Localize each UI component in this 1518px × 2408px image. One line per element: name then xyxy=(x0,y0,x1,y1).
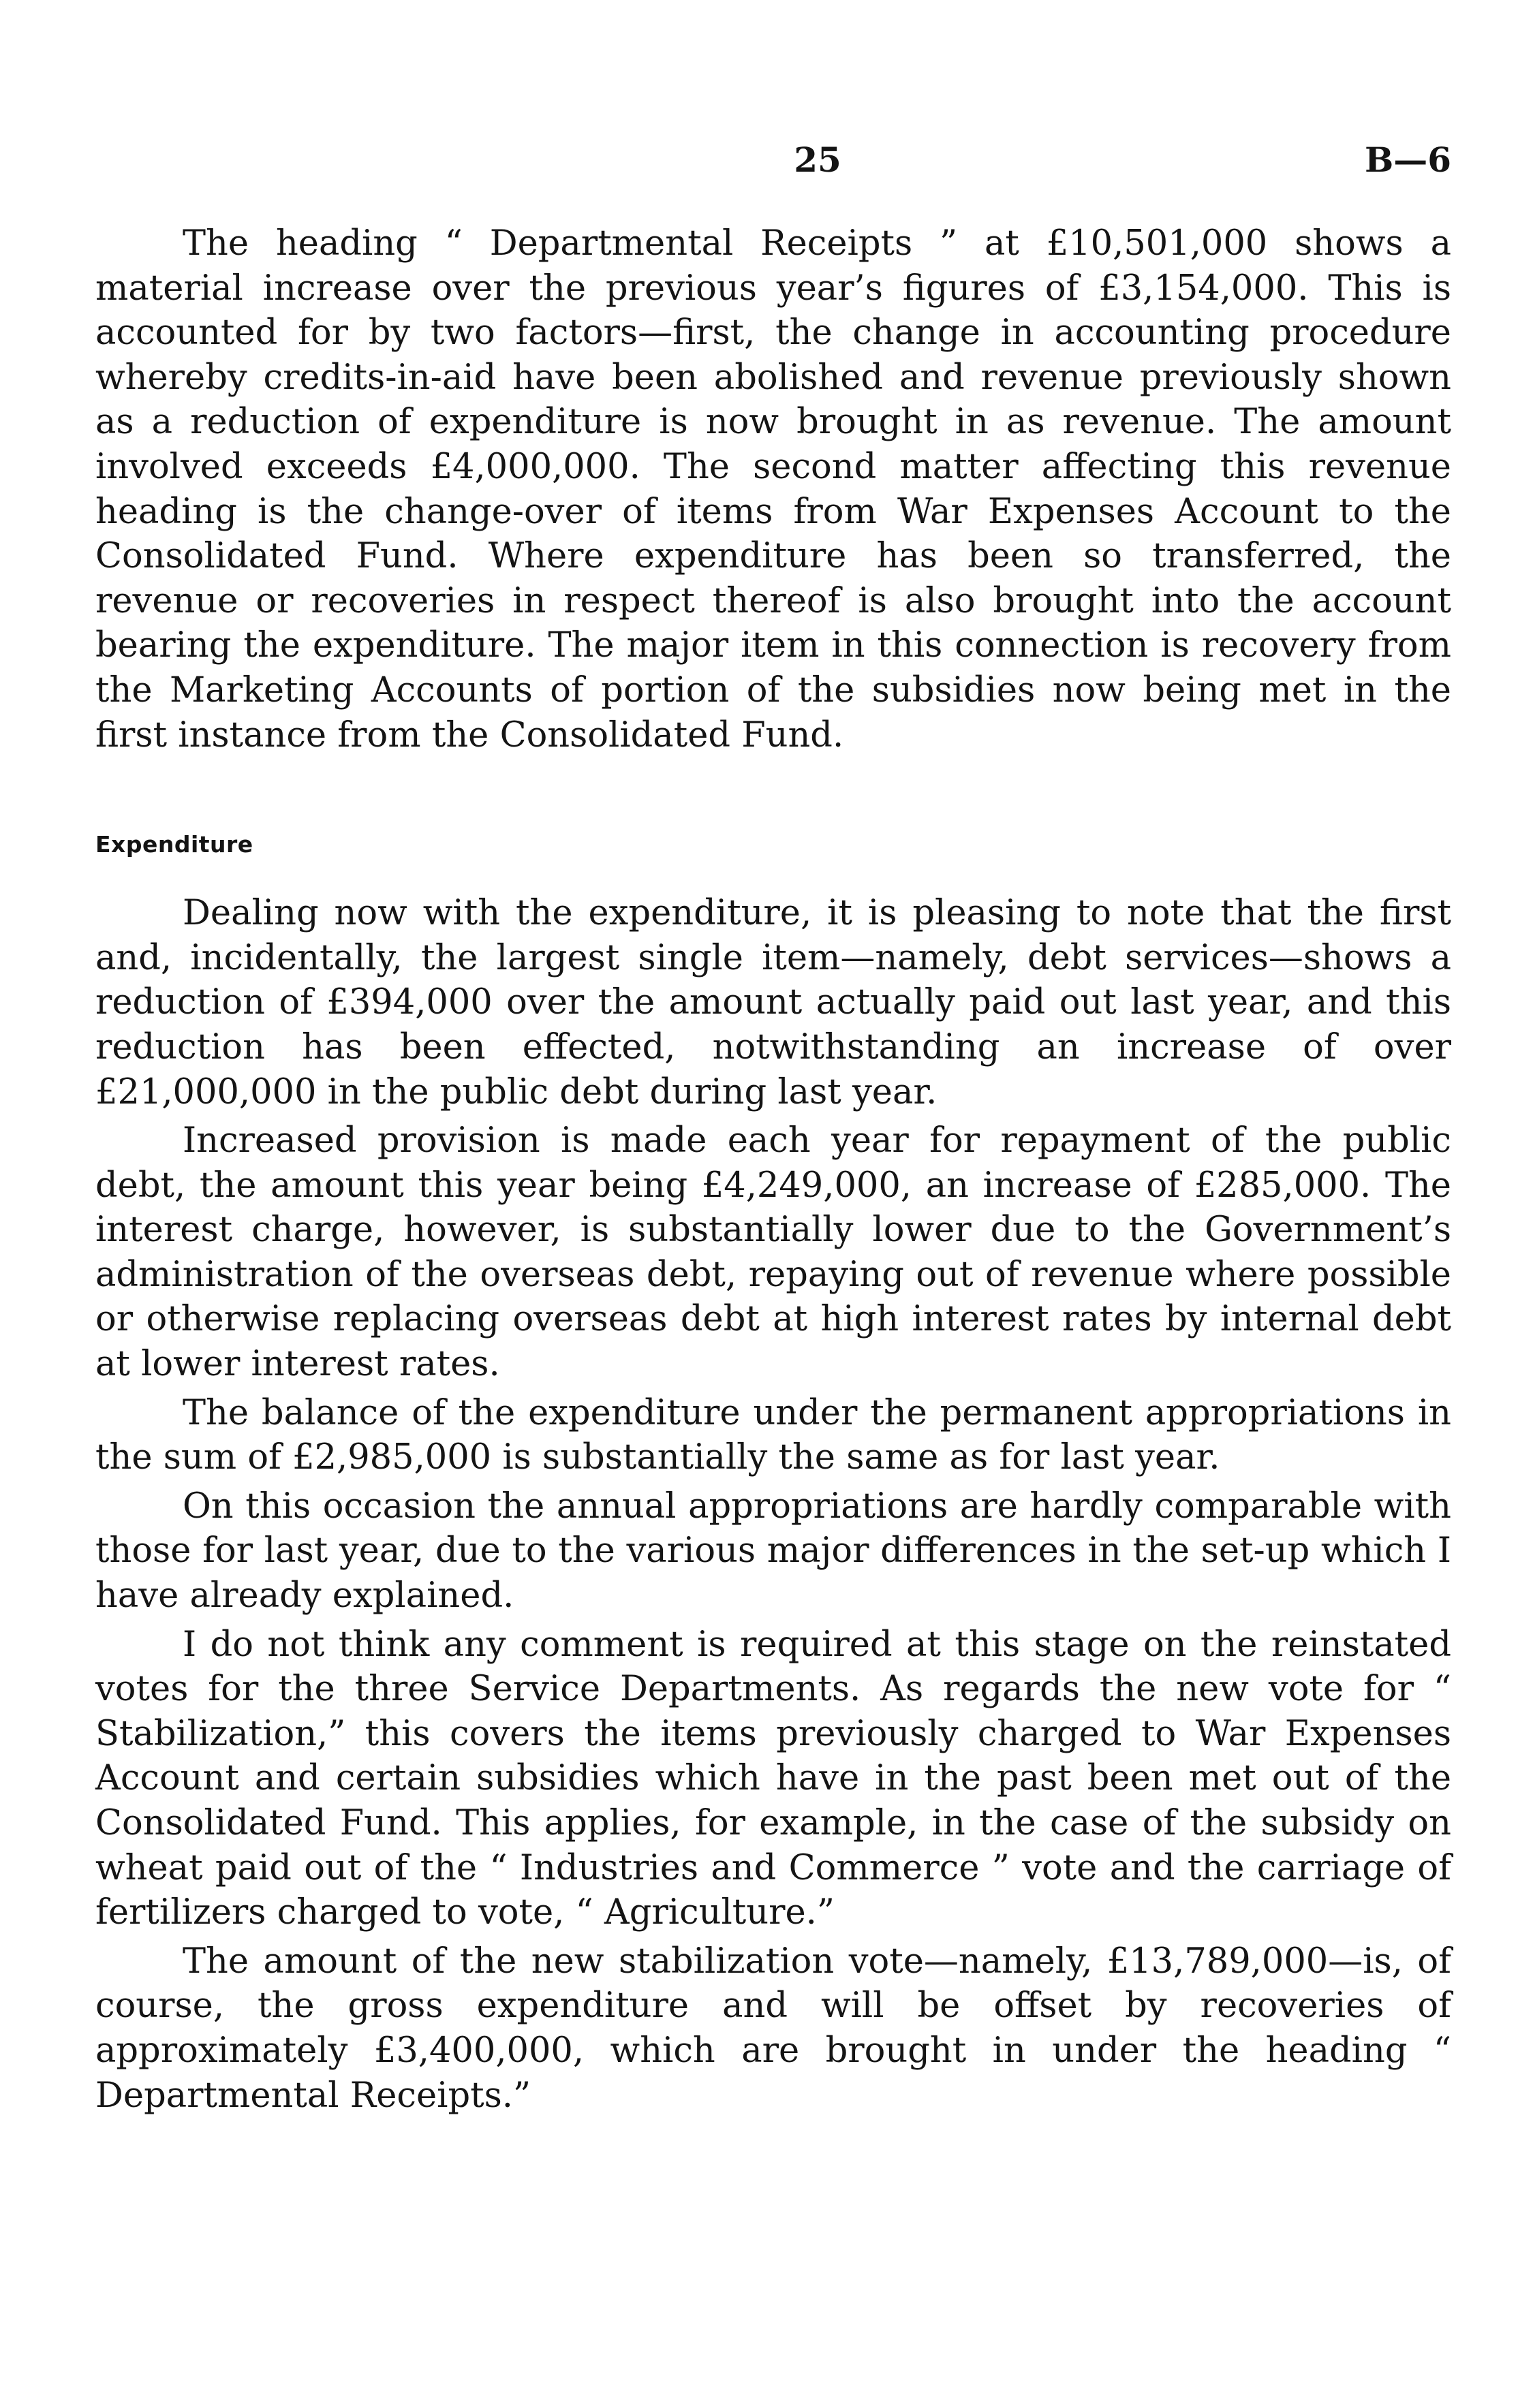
paragraph-departmental-receipts: The heading “ Departmental Receipts ” at £10,501,000 shows a material increase over the previous year’s figures of £3,154,000. This is accounted for by two factors—first, the change in accounting procedure whereby credits-in-aid have been abolished and revenue previously shown as a reduction of expenditure is now brought in as revenue. The amount involved exceeds £4,000,000. The second matter affecting this revenue heading is the change-over of items from War Expenses Account to the Consolidated Fund. Where expenditure has been so transferred, the revenue or recoveries in respect thereof is also brought into the account bearing the expenditure. The major item in this connection is recovery from the Marketing Accounts of portion of the subsidies now being met in the first instance from the Consolidated Fund. xyxy=(95,223,1451,755)
document-reference: B—6 xyxy=(1364,140,1451,180)
paragraph-permanent-appropriations: The balance of the expenditure under the permanent appropriations in the sum of £2,985,000 is substantially the same as for last year. xyxy=(95,1392,1451,1478)
section-heading-expenditure: Expenditure xyxy=(95,831,253,858)
body-text xyxy=(95,221,1451,2122)
paragraph-annual-appropriations: On this occasion the annual appropriations are hardly comparable with those for last year, due to the various major differences in the set-up which I have already explained. xyxy=(95,1486,1451,1616)
paragraph-debt-services: Dealing now with the expenditure, it is pleasing to note that the first and, incidentally, the largest single item—namely, debt services—shows a reduction of £394,000 over the amount actually paid out last year, and this reduction has been effected, notwithstanding an increase of over £21,000,000 in the public debt during last year. xyxy=(95,893,1451,1112)
paragraph-public-debt-repayment: Increased provision is made each year for repayment of the public debt, the amount this year being £4,249,000, an increase of £285,000. The interest charge, however, is substantially lower due to the Government’s administration of the overseas debt, repaying out of revenue where possible or otherwise replacing overseas debt at high interest rates by internal debt at lower interest rates. xyxy=(95,1121,1451,1385)
paragraph-service-departments: I do not think any comment is required at this stage on the reinstated votes for the three Service Departments. As regards the new vote for “ Stabilization,” this covers the items previously charged to War Expenses Account and certain subsidies which have in the past been met out of the Consolidated Fund. This applies, for example, in the case of the subsidy on wheat paid out of the “ Industries and Commerce ” vote and the carriage of fertilizers charged to vote, “ Agriculture.” xyxy=(95,1624,1451,1933)
paragraph-stabilization-vote: The amount of the new stabilization vote—namely, £13,789,000—is, of course, the gross expenditure and will be offset by recoveries of approximately £3,400,000, which are brought in under the heading “ Departmental Receipts.” xyxy=(95,1941,1451,2116)
page-header xyxy=(184,140,1451,187)
page-number: 25 xyxy=(794,140,841,180)
